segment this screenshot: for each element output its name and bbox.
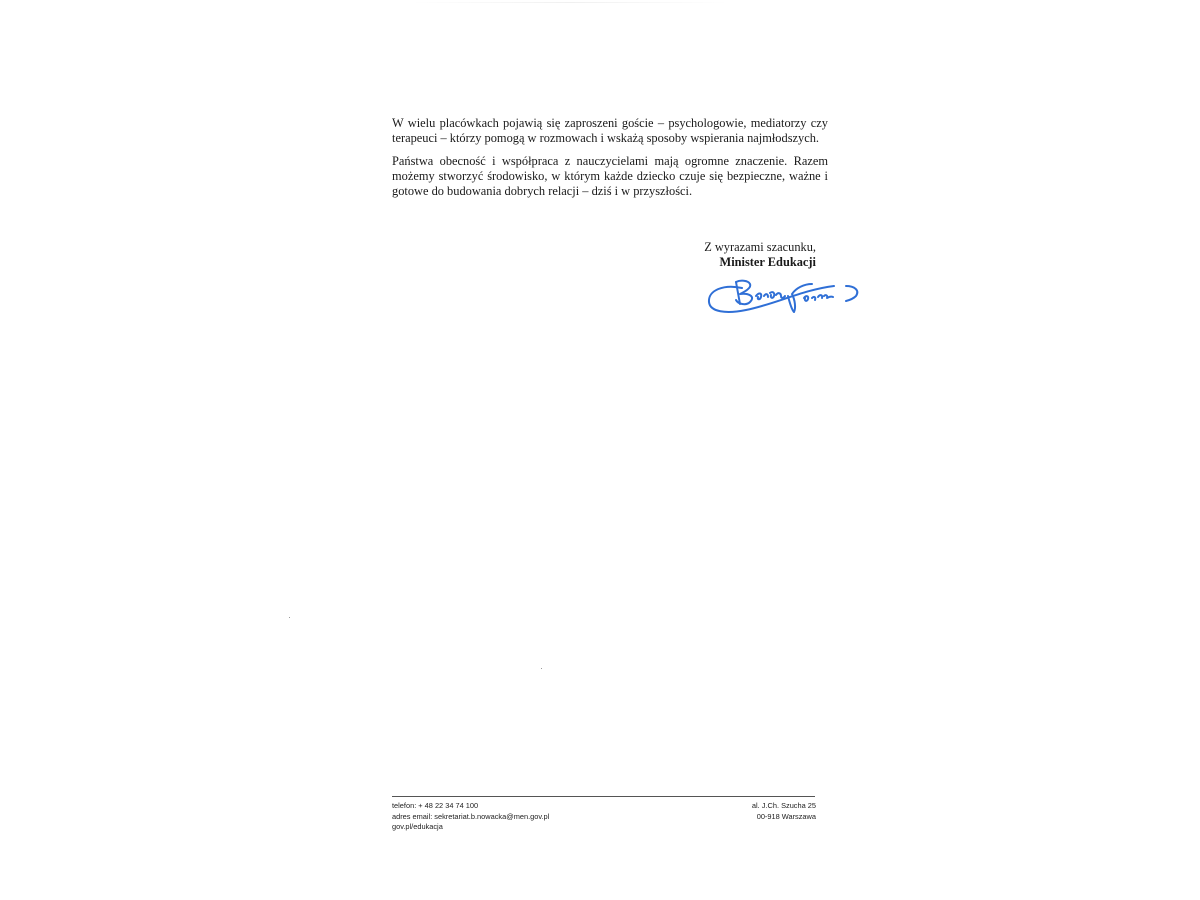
footer-divider	[392, 796, 815, 797]
signatory-title: Minister Edukacji	[719, 255, 816, 269]
footer-contact	[392, 801, 549, 833]
footer-website: gov.pl/edukacja	[392, 822, 443, 831]
footer-email: adres email: sekretariat.b.nowacka@men.gov.pl	[392, 811, 550, 821]
footer-address	[600, 801, 816, 822]
paragraph-cooperation: Państwa obecność i współpraca z nauczycielami mają ogromne znaczenie. Razem możemy stworzyć środowisko, w którym każde dziecko czuje się bezpieczne, ważne i gotowe do budowania dobrych relacji – dziś i w przyszłości.	[392, 154, 828, 198]
footer-phone: telefon: + 48 22 34 74 100	[392, 801, 479, 810]
scan-speck	[289, 617, 290, 618]
footer-city: 00-918 Warszawa	[756, 811, 816, 821]
paragraph-guests: W wielu placówkach pojawią się zaproszeni goście – psychologowie, mediatorzy czy terapeuci – którzy pomogą w rozmowach i wskażą sposoby wspierania najmłodszych.	[392, 116, 828, 145]
scan-speck	[541, 668, 542, 669]
handwritten-signature	[706, 276, 862, 318]
scan-edge-mark	[410, 2, 730, 3]
letter-body	[392, 116, 828, 207]
closing-salutation: Z wyrazami szacunku,	[704, 240, 816, 254]
footer-street: al. J.Ch. Szucha 25	[751, 801, 816, 810]
letter-closing	[600, 240, 816, 270]
